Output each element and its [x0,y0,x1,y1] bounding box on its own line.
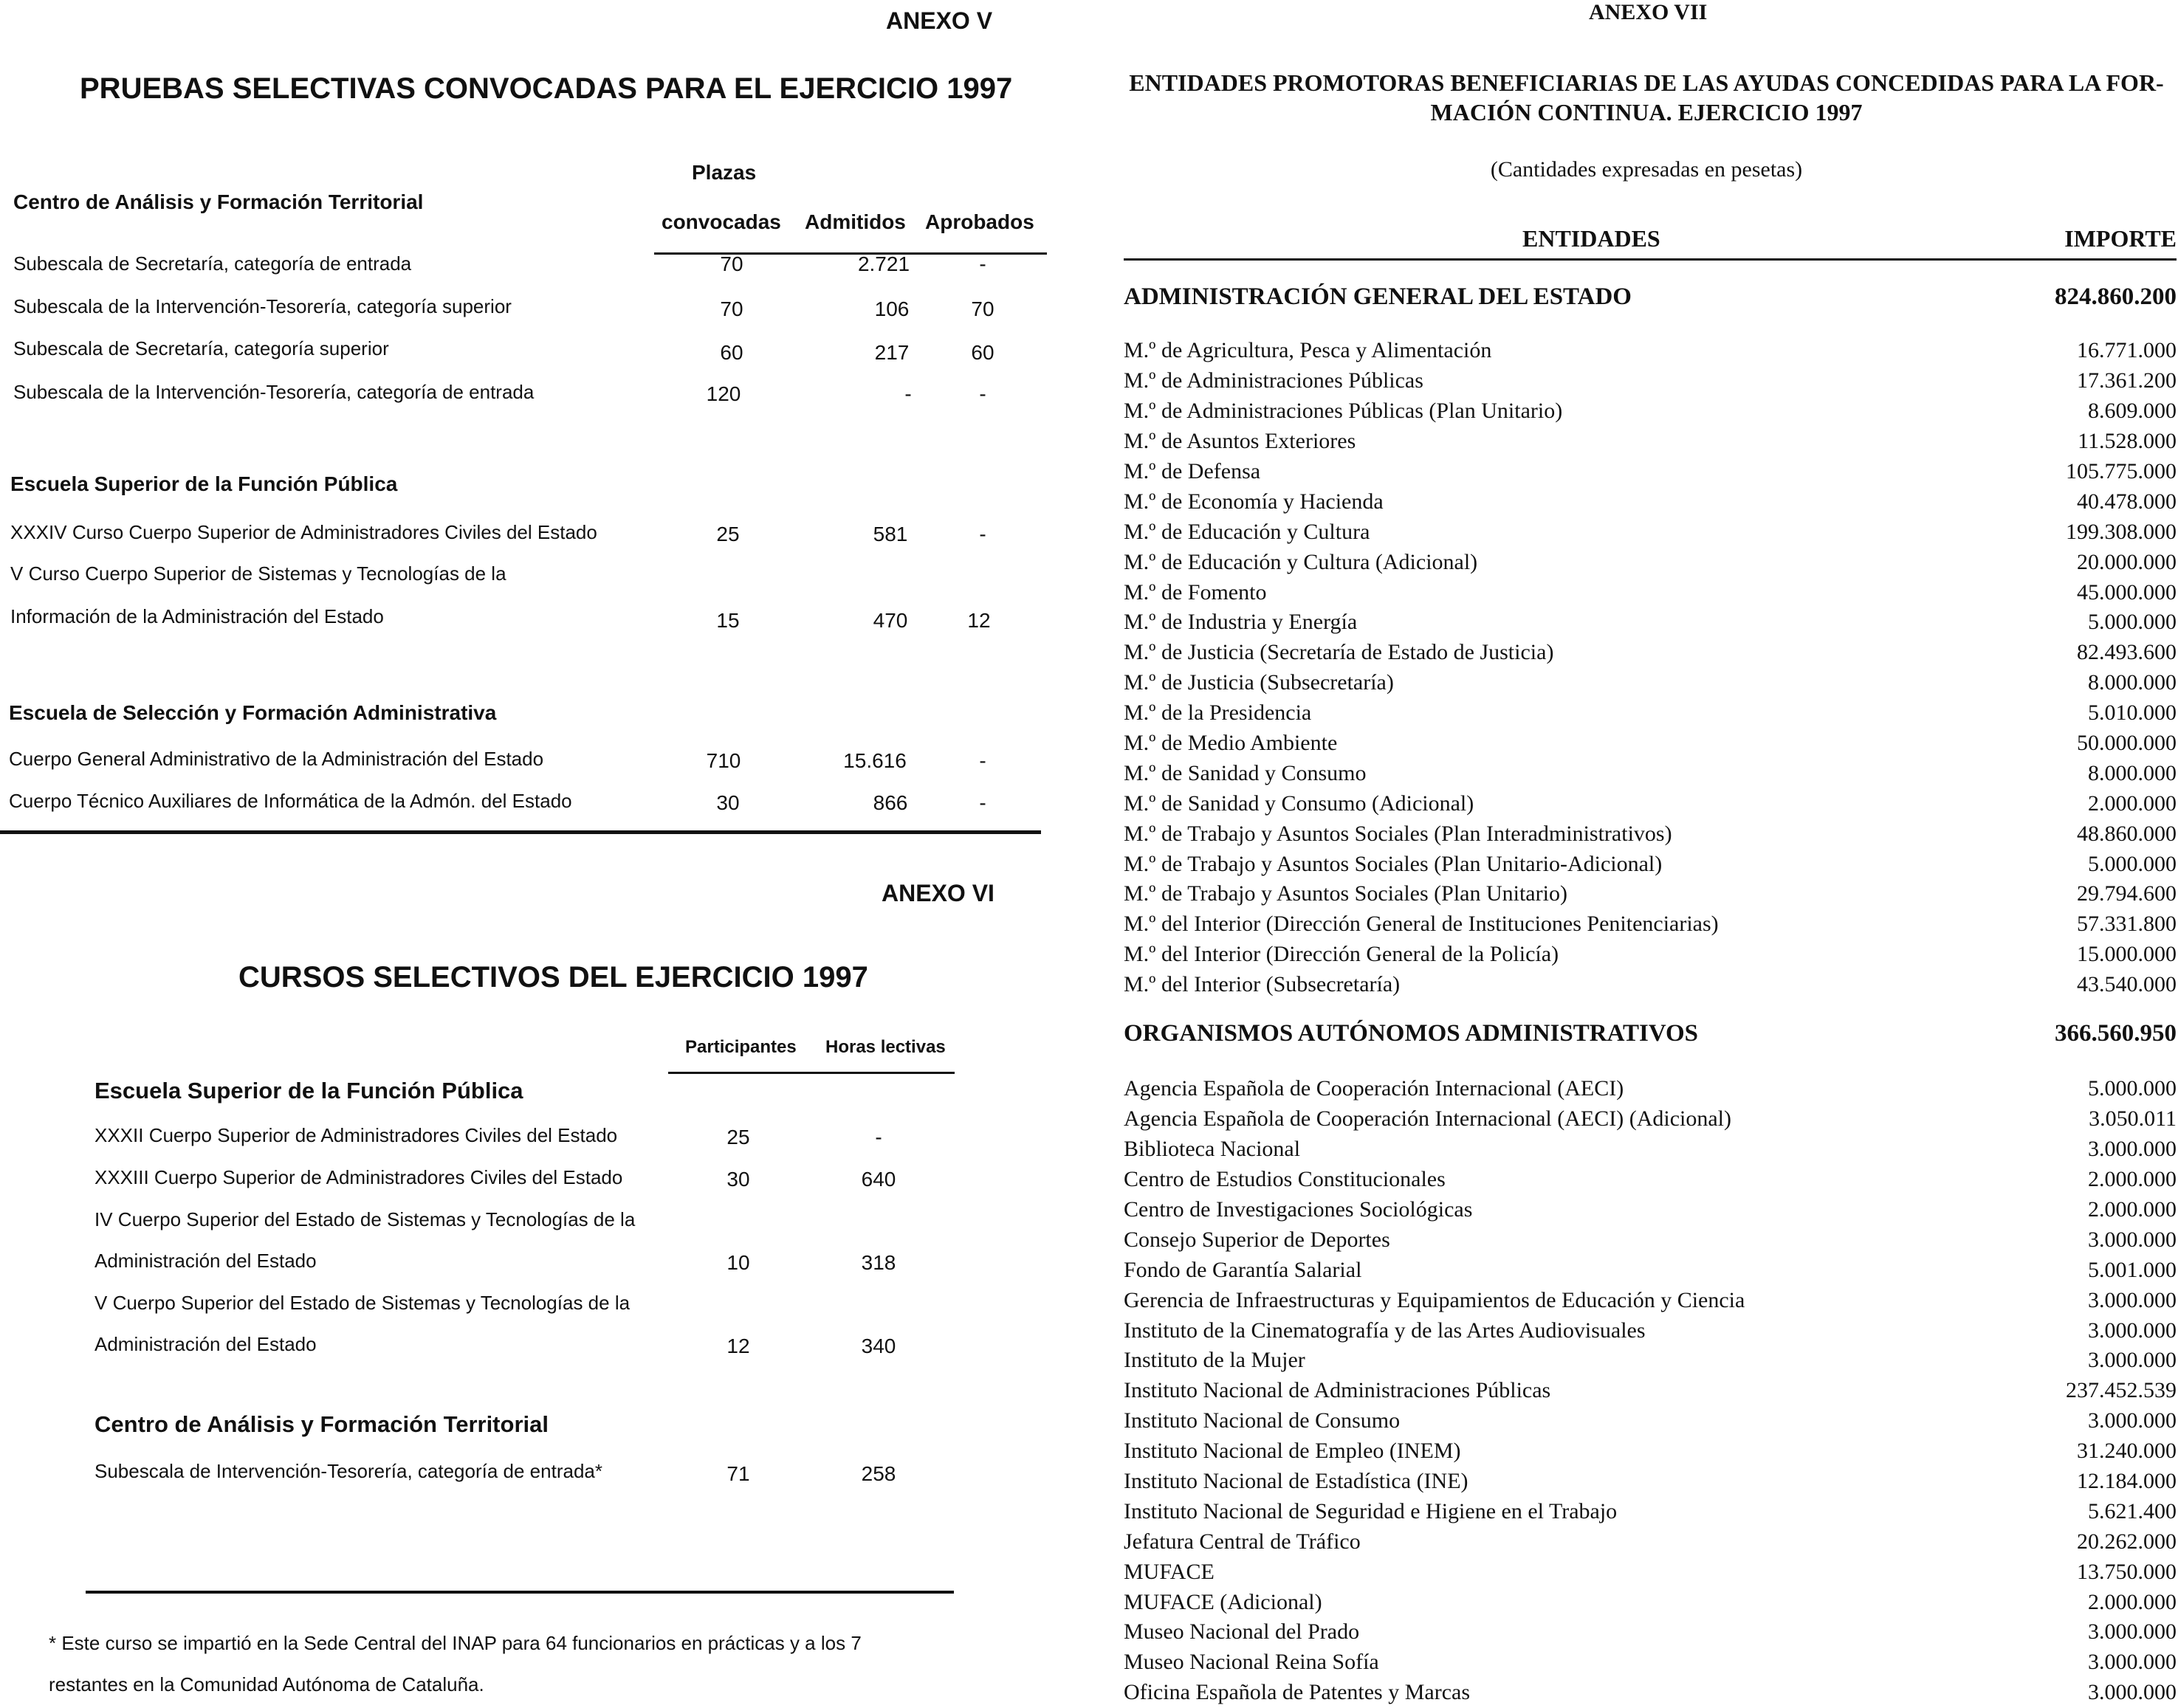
cell-horas: 318 [861,1251,896,1274]
entity-amount: 199.308.000 [2066,519,2177,544]
entity-amount: 5.000.000 [2088,610,2177,635]
anexo-vi-label: ANEXO VI [882,880,994,906]
row-name: XXXII Cuerpo Superior de Administradores Civiles del Estado [95,1124,618,1146]
row-name: Subescala de Intervención-Tesorería, categoría de entrada* [95,1460,602,1482]
entity-amount: 237.452.539 [2066,1378,2177,1403]
list-item [1124,396,2177,427]
footnote-line-1: * Este curso se impartió en la Sede Central del INAP para 64 funcionarios en prácticas y a los 7 [49,1632,862,1654]
entity-amount: 2.000.000 [2088,1167,2177,1192]
list-item [1124,819,2177,849]
entity-name: MUFACE (Adicional) [1124,1589,1322,1614]
entity-amount: 40.478.000 [2077,489,2177,514]
entity-amount: 3.000.000 [2088,1227,2177,1252]
anexo-v-label: ANEXO V [886,7,993,34]
list-item [1124,1165,2177,1195]
entity-name: Instituto Nacional de Empleo (INEM) [1124,1439,1461,1464]
cell-participantes: 25 [726,1126,750,1149]
cell-plazas: 25 [716,523,740,545]
list-item [1124,698,2177,729]
cell-horas: - [875,1126,882,1149]
row-name: V Cuerpo Superior del Estado de Sistemas y Tecnologías de la [95,1292,631,1314]
row-name: Administración del Estado [95,1250,317,1272]
entity-amount: 20.262.000 [2077,1529,2177,1554]
group-heading: Centro de Análisis y Formación Territorial [95,1411,549,1437]
cell-aprobados: - [979,749,986,772]
footnote-line-2: restantes en la Comunidad Autónoma de Cataluña. [49,1673,484,1695]
entity-name: Consejo Superior de Deportes [1124,1227,1390,1252]
entity-name: Museo Nacional del Prado [1124,1619,1360,1645]
row-name: IV Cuerpo Superior del Estado de Sistemas y Tecnologías de la [95,1208,636,1230]
entity-name: M.º de Educación y Cultura (Adicional) [1124,549,1478,574]
cell-admitidos: 217 [874,341,910,364]
anexo-v-title: PRUEBAS SELECTIVAS CONVOCADAS PARA EL EJERCICIO 1997 [80,72,1013,105]
cell-participantes: 12 [726,1335,750,1357]
list-item [1124,366,2177,396]
col-participantes: Participantes [685,1037,797,1057]
table-bottom-rule [0,830,1041,834]
entity-amount: 17.361.200 [2077,368,2177,393]
cell-admitidos: 581 [873,523,908,545]
entity-name: Biblioteca Nacional [1124,1137,1301,1162]
entity-name: Instituto Nacional de Consumo [1124,1408,1401,1433]
list-item [1124,1406,2177,1436]
entity-name: M.º de Agricultura, Pesca y Alimentación [1124,338,1492,363]
entity-name: Fondo de Garantía Salarial [1124,1257,1362,1282]
section-name: ADMINISTRACIÓN GENERAL DEL ESTADO [1124,283,1632,310]
list-item [1124,970,2177,1000]
row-name: Subescala de la Intervención-Tesorería, categoría de entrada [13,381,535,403]
cell-aprobados: - [979,382,986,405]
list-item [1124,1195,2177,1225]
list-item [1124,1587,2177,1617]
list-item [1124,517,2177,547]
entity-amount: 3.000.000 [2088,1287,2177,1312]
entity-name: M.º de Trabajo y Asuntos Sociales (Plan Unitario) [1124,881,1567,906]
anexo-vii-title-line-1: ENTIDADES PROMOTORAS BENEFICIARIAS DE LAS AYUDAS CONCEDIDAS PARA LA FOR- [1129,69,2164,96]
list-item [1124,547,2177,577]
col-entidades: ENTIDADES [1522,225,1660,252]
entity-amount: 43.540.000 [2077,972,2177,997]
list-item [1124,1557,2177,1587]
row-name: Información de la Administración del Estado [10,605,384,627]
cell-admitidos: 2.721 [857,252,910,275]
entity-amount: 50.000.000 [2077,731,2177,756]
entity-amount: 5.001.000 [2088,1257,2177,1282]
anexo-vi-title: CURSOS SELECTIVOS DEL EJERCICIO 1997 [238,961,868,994]
entity-amount: 5.000.000 [2088,851,2177,876]
entity-amount: 5.010.000 [2088,700,2177,726]
list-item [1124,1526,2177,1557]
list-item [1124,1255,2177,1285]
list-item [1124,1436,2177,1467]
entity-amount: 15.000.000 [2077,942,2177,967]
anexo-vii-title-line-2: MACIÓN CONTINUA. EJERCICIO 1997 [1430,99,1863,125]
group-heading: Escuela de Selección y Formación Administrativa [9,701,497,724]
entity-amount: 3.000.000 [2088,1318,2177,1343]
cell-admitidos: - [904,382,912,405]
entity-amount: 3.050.011 [2089,1106,2177,1132]
section-total: 824.860.200 [2055,283,2177,310]
list-item [1124,577,2177,607]
anexo-vii-subtitle: (Cantidades expresadas en pesetas) [1490,157,1803,182]
entity-amount: 3.000.000 [2088,1619,2177,1645]
entity-name: M.º de Defensa [1124,459,1261,483]
list-item [1124,1315,2177,1346]
list-item [1124,457,2177,487]
list-item [1124,1647,2177,1678]
entity-name: M.º de Fomento [1124,579,1267,605]
row-name: Subescala de Secretaría, categoría de entrada [13,252,412,275]
entity-name: M.º de Sanidad y Consumo (Adicional) [1124,791,1474,816]
cell-participantes: 71 [726,1462,750,1485]
col-plazas-2: convocadas [662,210,781,233]
entity-amount: 13.750.000 [2077,1559,2177,1584]
cell-aprobados: - [979,791,986,814]
entity-amount: 8.000.000 [2088,760,2177,785]
col-admitidos: Admitidos [805,210,906,233]
entity-amount: 8.000.000 [2088,670,2177,695]
list-item [1124,668,2177,698]
list-item [1124,909,2177,940]
cell-admitidos: 15.616 [843,749,907,772]
section-total: 366.560.950 [2055,1020,2177,1047]
cell-horas: 640 [861,1168,896,1191]
entity-name: Centro de Estudios Constitucionales [1124,1167,1446,1192]
entity-amount: 31.240.000 [2077,1439,2177,1464]
cell-plazas: 30 [716,791,740,814]
cell-aprobados: 70 [971,297,994,320]
section-header [1124,283,2177,311]
entity-name: Centro de Investigaciones Sociológicas [1124,1197,1473,1222]
col-aprobados: Aprobados [925,210,1034,233]
cell-plazas: 60 [720,341,743,364]
list-item [1124,336,2177,366]
list-item [1124,1467,2177,1497]
list-item [1124,1617,2177,1647]
entity-amount: 82.493.600 [2077,640,2177,665]
section-name: ORGANISMOS AUTÓNOMOS ADMINISTRATIVOS [1124,1020,1699,1047]
entity-amount: 5.621.400 [2088,1498,2177,1523]
entity-name: Jefatura Central de Tráfico [1124,1529,1361,1554]
cell-aprobados: - [979,523,986,545]
entity-name: MUFACE [1124,1559,1215,1584]
entity-amount: 3.000.000 [2088,1348,2177,1373]
cell-admitidos: 470 [873,609,908,632]
group-heading: Centro de Análisis y Formación Territorial [13,190,424,213]
entity-amount: 57.331.800 [2077,912,2177,937]
list-item [1124,1496,2177,1526]
list-item [1124,879,2177,909]
entity-name: M.º de Industria y Energía [1124,610,1358,635]
entity-amount: 3.000.000 [2088,1650,2177,1675]
entity-name: M.º de Sanidad y Consumo [1124,760,1367,785]
entity-name: Museo Nacional Reina Sofía [1124,1650,1379,1675]
entity-amount: 45.000.000 [2077,579,2177,605]
entity-name: M.º del Interior (Dirección General de la Policía) [1124,942,1559,967]
cell-aprobados: 12 [967,609,991,632]
row-name: Subescala de Secretaría, categoría superior [13,337,389,359]
list-item [1124,1074,2177,1104]
row-name: V Curso Cuerpo Superior de Sistemas y Tecnologías de la [10,562,506,585]
list-item [1124,1678,2177,1708]
entity-amount: 11.528.000 [2078,429,2177,454]
entity-name: M.º de Trabajo y Asuntos Sociales (Plan Interadministrativos) [1124,821,1672,846]
col-importe: IMPORTE [2064,225,2177,252]
entity-amount: 3.000.000 [2088,1408,2177,1433]
entity-name: Instituto Nacional de Estadística (INE) [1124,1469,1468,1494]
entity-amount: 29.794.600 [2077,881,2177,906]
entity-name: Instituto de la Mujer [1124,1348,1305,1373]
entity-name: Agencia Española de Cooperación Internacional (AECI) [1124,1076,1624,1101]
group-heading: Escuela Superior de la Función Pública [95,1078,523,1103]
cell-participantes: 30 [726,1168,750,1191]
row-name: Cuerpo Técnico Auxiliares de Informática de la Admón. del Estado [9,790,572,812]
entity-name: Gerencia de Infraestructuras y Equipamientos de Educación y Ciencia [1124,1287,1745,1312]
list-item [1124,1285,2177,1315]
cell-plazas: 710 [706,749,741,772]
entity-amount: 2.000.000 [2088,1589,2177,1614]
cell-aprobados: 60 [971,341,994,364]
list-item [1124,1225,2177,1255]
entity-name: M.º de Administraciones Públicas (Plan Unitario) [1124,399,1563,424]
footnote-rule [86,1591,954,1594]
cell-plazas: 15 [716,609,740,632]
entity-name: M.º de la Presidencia [1124,700,1312,726]
entity-amount: 5.000.000 [2088,1076,2177,1101]
header-rule [668,1072,955,1074]
header-rule [1124,258,2177,261]
entity-amount: 2.000.000 [2088,1197,2177,1222]
entity-name: M.º de Asuntos Exteriores [1124,429,1356,454]
list-item [1124,758,2177,788]
entity-amount: 105.775.000 [2066,459,2177,483]
col-horas: Horas lectivas [825,1037,946,1057]
entity-amount: 48.860.000 [2077,821,2177,846]
cell-admitidos: 866 [873,791,908,814]
entity-list [1124,336,2177,1000]
cell-plazas: 70 [720,297,743,320]
row-name: Subescala de la Intervención-Tesorería, categoría superior [13,295,512,317]
entity-name: Instituto de la Cinematografía y de las Artes Audiovisuales [1124,1318,1646,1343]
entity-amount: 20.000.000 [2077,549,2177,574]
list-item [1124,1134,2177,1165]
entity-name: M.º de Economía y Hacienda [1124,489,1384,514]
list-item [1124,1346,2177,1376]
list-item [1124,729,2177,759]
entity-name: M.º de Justicia (Secretaría de Estado de Justicia) [1124,640,1554,665]
section-header [1124,1020,2177,1047]
entity-name: M.º del Interior (Subsecretaría) [1124,972,1401,997]
group-heading: Escuela Superior de la Función Pública [10,472,398,495]
list-item [1124,1104,2177,1134]
entity-amount: 2.000.000 [2088,791,2177,816]
entity-name: Oficina Española de Patentes y Marcas [1124,1680,1470,1705]
list-item [1124,638,2177,668]
entity-amount: 16.771.000 [2077,338,2177,363]
entity-amount: 12.184.000 [2077,1469,2177,1494]
list-item [1124,607,2177,638]
entity-amount: 8.609.000 [2088,399,2177,424]
row-name: Cuerpo General Administrativo de la Administración del Estado [9,748,544,770]
anexo-vii-label: ANEXO VII [1589,0,1708,24]
cell-horas: 258 [861,1462,896,1485]
entity-name: Agencia Española de Cooperación Internacional (AECI) (Adicional) [1124,1106,1732,1132]
cell-participantes: 10 [726,1251,750,1274]
entity-list [1124,1074,2177,1708]
entity-name: M.º de Trabajo y Asuntos Sociales (Plan Unitario-Adicional) [1124,851,1663,876]
list-item [1124,1376,2177,1406]
entity-amount: 3.000.000 [2088,1137,2177,1162]
entity-name: M.º de Administraciones Públicas [1124,368,1423,393]
entity-name: M.º de Justicia (Subsecretaría) [1124,670,1394,695]
list-item [1124,788,2177,819]
list-item [1124,849,2177,879]
row-name: Administración del Estado [95,1333,317,1355]
col-plazas-1: Plazas [692,161,757,184]
cell-plazas: 70 [720,252,743,275]
cell-aprobados: - [979,252,986,275]
entity-name: M.º de Educación y Cultura [1124,519,1370,544]
list-item [1124,486,2177,517]
row-name: XXXIII Cuerpo Superior de Administradores Civiles del Estado [95,1166,623,1188]
cell-plazas: 120 [706,382,741,405]
list-item [1124,427,2177,457]
entity-name: Instituto Nacional de Seguridad e Higiene en el Trabajo [1124,1498,1618,1523]
list-item [1124,940,2177,970]
row-name: XXXIV Curso Cuerpo Superior de Administradores Civiles del Estado [10,521,597,543]
cell-horas: 340 [861,1335,896,1357]
entity-name: M.º de Medio Ambiente [1124,731,1338,756]
cell-admitidos: 106 [874,297,910,320]
entity-amount: 3.000.000 [2088,1680,2177,1705]
entity-name: Instituto Nacional de Administraciones Públicas [1124,1378,1551,1403]
entity-name: M.º del Interior (Dirección General de Instituciones Penitenciarias) [1124,912,1719,937]
